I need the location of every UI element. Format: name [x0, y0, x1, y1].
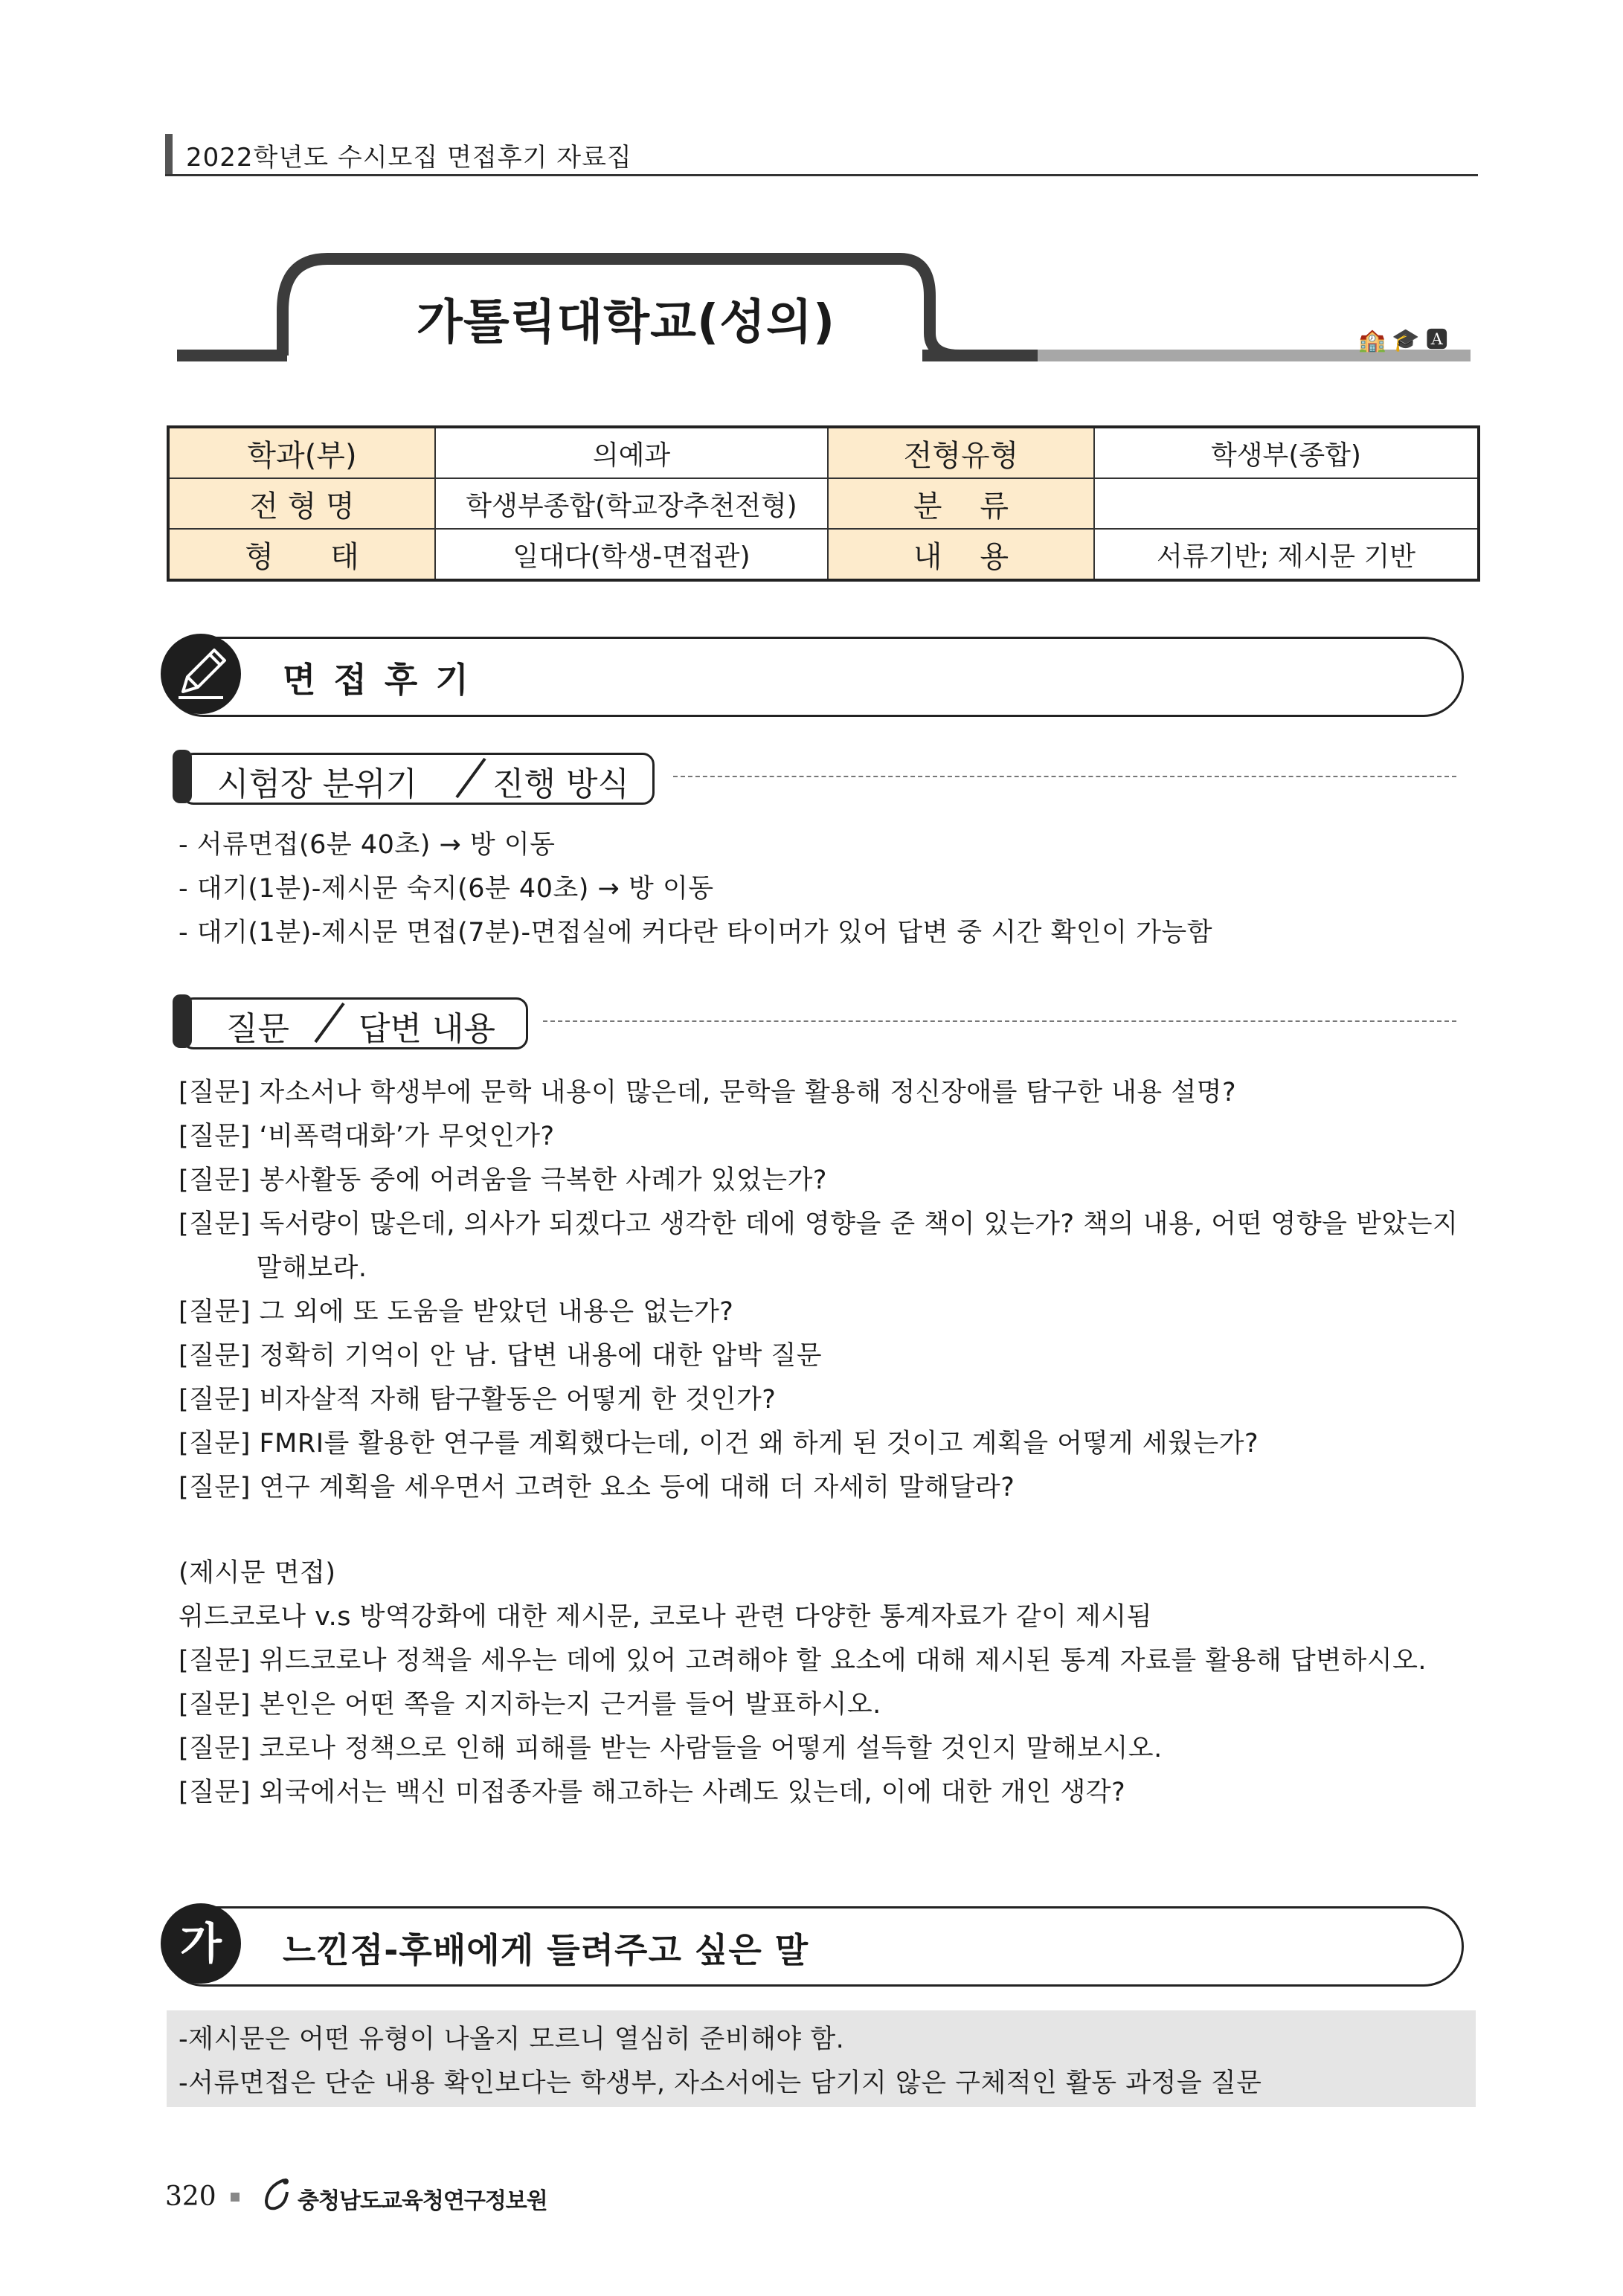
dashed-rule	[543, 1020, 1456, 1022]
dashed-rule	[673, 776, 1456, 777]
presentation-line: [질문] 코로나 정책으로 인해 피해를 받는 사람들을 어떻게 설득할 것인지 말해보시오.	[179, 1734, 1163, 1763]
letter-a-icon: 🅰	[1425, 327, 1454, 353]
org-name: 충청남도교육청연구정보원	[298, 2188, 547, 2214]
title-rule-right-dark	[922, 350, 1041, 361]
subtab-label-b: 진행 방식	[492, 765, 630, 803]
question-line: [질문] 그 외에 또 도움을 받았던 내용은 없는가?	[179, 1297, 734, 1327]
table-value: 일대다(학생-면접관)	[435, 529, 828, 580]
header-text: 2022학년도 수시모집 면접후기 자료집	[186, 143, 632, 173]
subtab-cap	[173, 750, 192, 803]
table-value: 학생부(종합)	[1094, 427, 1479, 478]
subtab-label-a: 질문	[226, 1010, 290, 1048]
question-line: [질문] 봉사활동 중에 어려움을 극복한 사례가 있었는가?	[179, 1165, 827, 1195]
hangul-ga-icon: 가	[161, 1903, 241, 1984]
presentation-line: [질문] 위드코로나 정책을 세우는 데에 있어 고려해야 할 요소에 대해 제시된 통계 자료를 활용해 답변하시오.	[179, 1646, 1427, 1676]
subtab-divider	[306, 1000, 351, 1045]
subtab-atmosphere	[173, 750, 656, 803]
table-row	[168, 427, 1479, 478]
subtab-label-a: 시험장 분위기	[217, 765, 418, 803]
question-line: [질문] 비자살적 자해 탐구활동은 어떻게 한 것인가?	[179, 1385, 777, 1415]
footer-square	[231, 2193, 240, 2202]
subtab-divider	[448, 756, 492, 800]
graduation-cap-icon: 🎓	[1392, 327, 1426, 353]
table-key: 내 용	[828, 529, 1094, 580]
table-row	[168, 529, 1479, 580]
question-line: [질문] 연구 계획을 세우면서 고려한 요소 등에 대해 더 자세히 말해달라?	[179, 1473, 1015, 1502]
table-value: 학생부종합(학교장추천전형)	[435, 478, 828, 529]
table-value: 의예과	[435, 427, 828, 478]
section-title: 느낀점-후배에게 들려주고 싶은 말	[283, 1930, 809, 1970]
page-number: 320	[165, 2181, 216, 2212]
question-line: [질문] 독서량이 많은데, 의사가 되겠다고 생각한 데에 영향을 준 책이 있는가? 책의 내용, 어떤 영향을 받았는지	[179, 1209, 1459, 1239]
feeling-line: -제시문은 어떤 유형이 나올지 모르니 열심히 준비해야 함.	[179, 2025, 845, 2054]
org-logo-icon	[262, 2176, 295, 2213]
question-line: [질문] ‘비폭력대화’가 무엇인가?	[179, 1122, 555, 1151]
presentation-line: [질문] 본인은 어떤 쪽을 지지하는지 근거를 들어 발표하시오.	[179, 1690, 881, 1720]
feeling-line: -서류면접은 단순 내용 확인보다는 학생부, 자소서에는 담기지 않은 구체적인 활동 과정을 질문	[179, 2068, 1262, 2098]
list-item: - 서류면접(6분 40초) → 방 이동	[179, 830, 556, 860]
presentation-line: (제시문 면접)	[179, 1558, 336, 1588]
subtab-cap	[173, 994, 192, 1048]
table-value	[1094, 478, 1479, 529]
running-header	[165, 132, 1478, 176]
presentation-line: [질문] 외국에서는 백신 미접종자를 해고하는 사례도 있는데, 이에 대한 개인 생각?	[179, 1778, 1126, 1807]
school-icon: 🏫	[1358, 327, 1392, 353]
question-line: [질문] FMRI를 활용한 연구를 계획했다는데, 이건 왜 하게 된 것이고 계획을 어떻게 세웠는가?	[179, 1429, 1259, 1459]
table-key: 학과(부)	[168, 427, 435, 478]
question-line: [질문] 자소서나 학생부에 문학 내용이 많은데, 문학을 활용해 정신장애를 탐구한 내용 설명?	[179, 1078, 1237, 1107]
table-key: 전 형 명	[168, 478, 435, 529]
table-key: 전형유형	[828, 427, 1094, 478]
university-title: 가톨릭대학교(성의)	[417, 295, 836, 350]
section-title: 면 접 후 기	[283, 660, 472, 700]
header-bar	[165, 134, 173, 174]
title-icons	[1358, 321, 1454, 354]
table-value: 서류기반; 제시문 기반	[1094, 529, 1479, 580]
table-key: 형 태	[168, 529, 435, 580]
question-line: 말해보라.	[179, 1253, 367, 1283]
list-item: - 대기(1분)-제시문 숙지(6분 40초) → 방 이동	[179, 874, 714, 904]
table-key: 분 류	[828, 478, 1094, 529]
info-table	[167, 425, 1480, 582]
question-line: [질문] 정확히 기억이 안 남. 답변 내용에 대한 압박 질문	[179, 1341, 823, 1371]
subtab-questions	[173, 994, 530, 1048]
presentation-line: 위드코로나 v.s 방역강화에 대한 제시문, 코로나 관련 다양한 통계자료가 같이 제시됨	[179, 1602, 1152, 1632]
list-item: - 대기(1분)-제시문 면접(7분)-면접실에 커다란 타이머가 있어 답변 중 시간 확인이 가능함	[179, 918, 1213, 948]
subtab-label-b: 답변 내용	[359, 1010, 496, 1048]
table-row	[168, 478, 1479, 529]
pencil-icon	[161, 634, 241, 714]
